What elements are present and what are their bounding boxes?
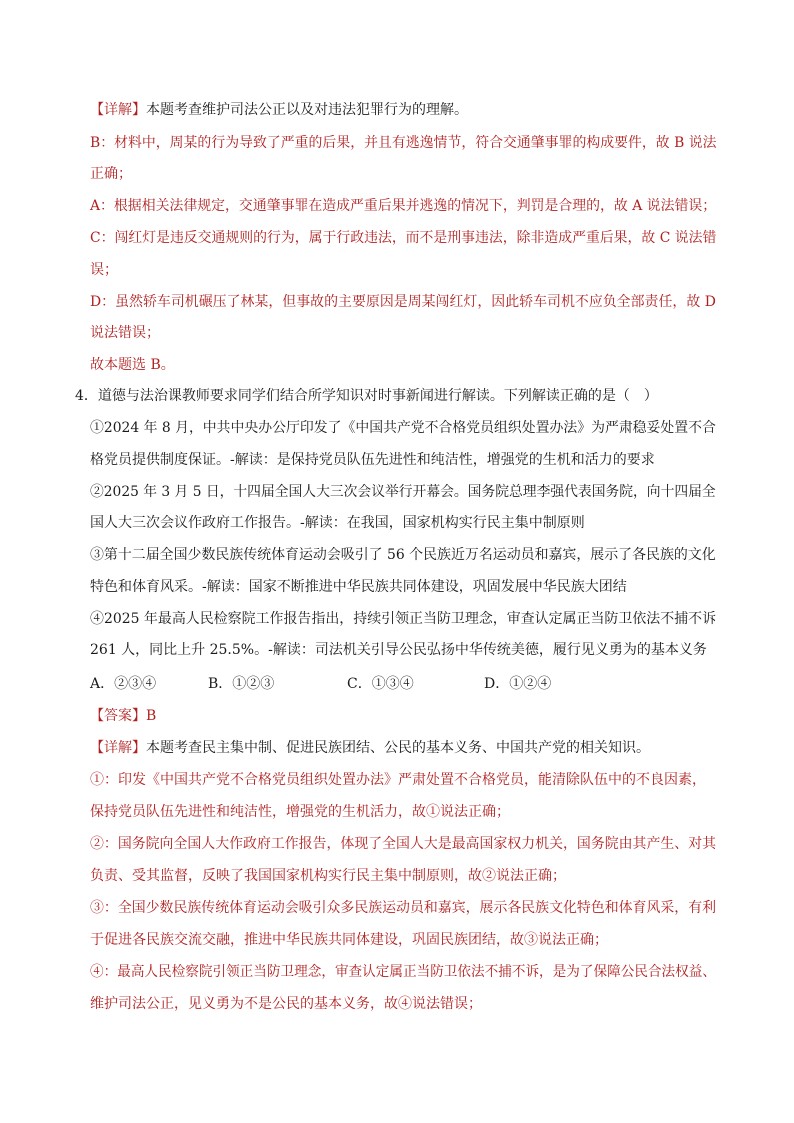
explain-text-line: B：材料中，周某的行为导致了严重的后果，并且有逃逸情节，符合交通肇事罪的构成要件，故 B 说法: [90, 135, 717, 151]
explain-text-line: D：虽然轿车司机碾压了林某，但事故的主要原因是周某闯红灯，因此轿车司机不应负全部责任，故 D: [90, 294, 716, 310]
explain-text-line: 说法错误；: [90, 325, 160, 341]
explain-text-line: A：根据相关法律规定，交通肇事罪在造成严重后果并逃逸的情况下，判罚是合理的，故 A 说法错误；: [90, 198, 717, 214]
explain-text-line: 正确；: [90, 166, 132, 182]
option-b: B．①②③: [208, 676, 275, 692]
explain-text-line: ②：国务院向全国人大作政府工作报告，体现了全国人大是最高国家权力机关，国务院由其产生、对其: [90, 836, 717, 852]
answer-line: [90, 706, 156, 726]
explain-tag: 【详解】: [90, 102, 146, 118]
explain-prev-line: [90, 100, 468, 120]
question-item-line: ②2025 年 3 月 5 日，十四届全国人大三次会议举行开幕会。国务院总理李强代表国务院，向十四届全: [90, 484, 716, 500]
question-item-line: ④2025 年最高人民检察院工作报告指出，持续引领正当防卫理念，审查认定属正当防卫依法不捕不诉: [90, 611, 717, 627]
explain-text-line: 维护司法公正，见义勇为不是公民的基本义务，故④说法错误；: [90, 996, 482, 1012]
option-a: A．②③④: [90, 676, 157, 692]
answer-tag: 【答案】: [90, 708, 146, 724]
explain-text-line: ①：印发《中国共产党不合格党员组织处置办法》严肃处置不合格党员，能清除队伍中的不良因素，: [90, 772, 706, 788]
question-item-line: ①2024 年 8 月，中共中央办公厅印发了《中国共产党不合格党员组织处置办法》为严肃稳妥处置不合: [90, 420, 716, 436]
question-item-line: 国人大三次会议作政府工作报告。-解读：在我国，国家机构实行民主集中制原则: [90, 515, 585, 531]
explain-text-line: ④：最高人民检察院引领正当防卫理念，审查认定属正当防卫依法不捕不诉，是为了保障公民合法权益、: [90, 964, 716, 980]
option-c: C．①③④: [347, 676, 414, 692]
explain-text-line: 于促进各民族交流交融，推进中华民族共同体建设，巩固民族团结，故③说法正确；: [90, 932, 608, 948]
explain-text-line: ③：全国少数民族传统体育运动会吸引众多民族运动员和嘉宾，展示各民族文化特色和体育风采，有利: [90, 900, 717, 916]
explain-line: [90, 738, 650, 758]
explain-text-line: 误；: [90, 262, 118, 278]
explain-text-line: 负责、受其监督，反映了我国国家机构实行民主集中制原则，故②说法正确；: [90, 868, 566, 884]
question-item-line: ③第十二届全国少数民族传统体育运动会吸引了 56 个民族近万名运动员和嘉宾，展示了各民族的文化: [90, 547, 716, 563]
answer-value: B: [146, 708, 157, 724]
explain-text-line: C：闯红灯是违反交通规则的行为，属于行政违法，而不是刑事违法，除非造成严重后果，故 C 说法错: [90, 230, 717, 246]
question-item-line: 261 人，同比上升 25.5%。-解读：司法机关引导公民弘扬中华传统美德，履行见义勇为的基本义务: [90, 642, 707, 658]
question-item-line: 格党员提供制度保证。-解读：是保持党员队伍先进性和纯洁性，增强党的生机和活力的要求: [90, 452, 655, 468]
explain-tag: 【详解】: [90, 740, 146, 756]
explain-intro: 本题考查维护司法公正以及对违法犯罪行为的理解。: [146, 102, 468, 118]
explain-intro: 本题考查民主集中制、促进民族团结、公民的基本义务、中国共产党的相关知识。: [146, 740, 650, 756]
option-d: D．①②④: [484, 676, 552, 692]
explain-text-line: 保持党员队伍先进性和纯洁性，增强党的生机活力，故①说法正确；: [90, 804, 510, 820]
question-stem: 4．道德与法治课教师要求同学们结合所学知识对时事新闻进行解读。下列解读正确的是（ ）: [75, 388, 658, 404]
explain-text-line: 故本题选 B。: [90, 357, 175, 373]
question-item-line: 特色和体育风采。-解读：国家不断推进中华民族共同体建设，巩固发展中华民族大团结: [90, 579, 627, 595]
